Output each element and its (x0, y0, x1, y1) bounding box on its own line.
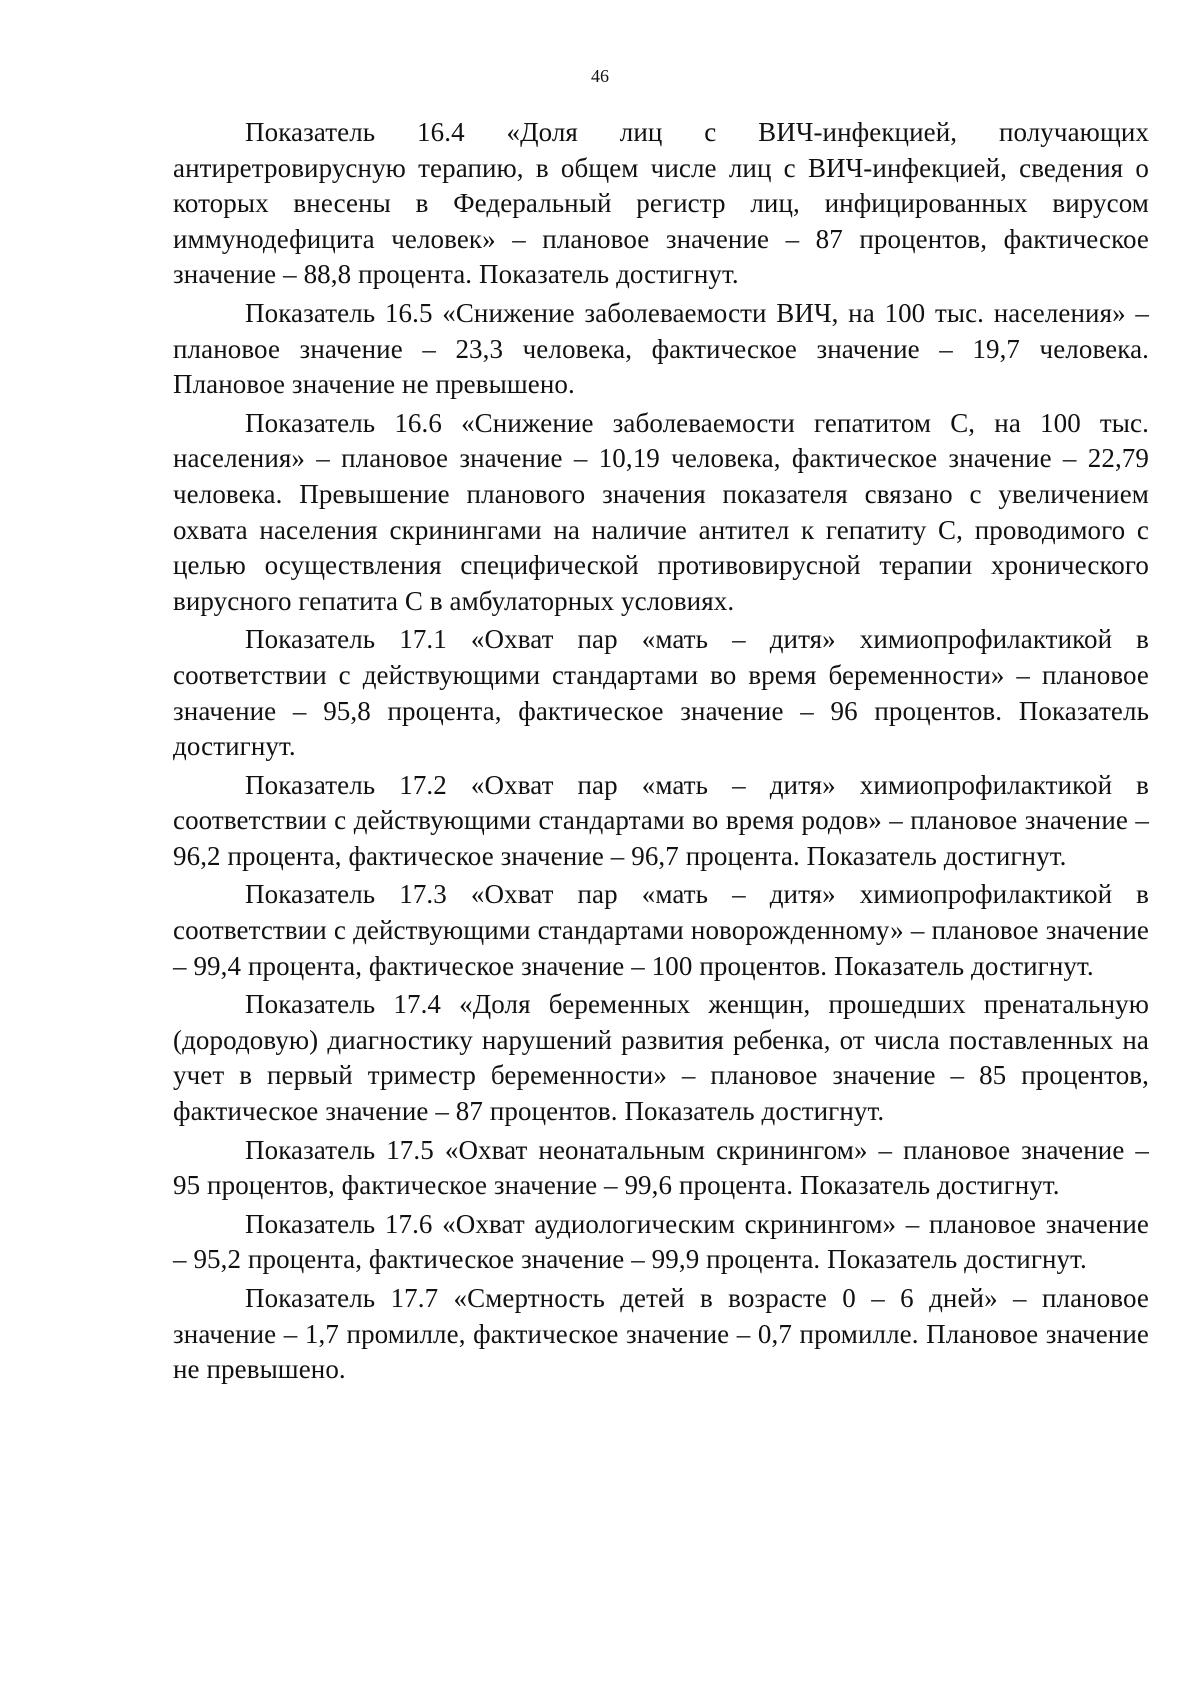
paragraph-indicator-17-6: Показатель 17.6 «Охват аудиологическим скринингом» – плановое значение – 95,2 процента, фактическое значение – 99,9 процента. Показатель достигнут. (173, 1208, 1149, 1275)
paragraph-indicator-17-4: Показатель 17.4 «Доля беременных женщин, прошедших пренатальную (дородовую) диагностику нарушений развития ребенка, от числа поставленных на учет в первый триместр беременности» – плановое значение – 85 процентов, фактическое значение – 87 процентов. Показатель достигнут. (173, 989, 1149, 1127)
paragraph-indicator-16-4: Показатель 16.4 «Доля лиц с ВИЧ-инфекцией, получающих антиретровирусную терапию, в общем числе лиц с ВИЧ-инфекцией, сведения о которых внесены в Федеральный регистр лиц, инфицированных вирусом иммунодефицита человек» – плановое значение – 87 процентов, фактическое значение – 88,8 процента. Показатель достигнут. (173, 117, 1149, 290)
paragraph-indicator-17-5: Показатель 17.5 «Охват неонатальным скринингом» – плановое значение – 95 процентов, фактическое значение – 99,6 процента. Показатель достигнут. (173, 1134, 1149, 1201)
page-number: 46 (591, 66, 609, 86)
paragraph-indicator-17-2: Показатель 17.2 «Охват пар «мать – дитя» химиопрофилактикой в соответствии с действующими стандартами во время родов» – плановое значение – 96,2 процента, фактическое значение – 96,7 процента. Показатель достигнут. (173, 769, 1149, 871)
paragraph-indicator-17-7: Показатель 17.7 «Смертность детей в возрасте 0 – 6 дней» – плановое значение – 1,7 промилле, фактическое значение – 0,7 промилле. Плановое значение не превышено. (173, 1283, 1149, 1385)
paragraph-indicator-16-5: Показатель 16.5 «Снижение заболеваемости ВИЧ, на 100 тыс. населения» – плановое значение – 23,3 человека, фактическое значение – 19,7 человека. Плановое значение не превышено. (173, 297, 1149, 400)
paragraph-indicator-17-3: Показатель 17.3 «Охват пар «мать – дитя» химиопрофилактикой в соответствии с действующими стандартами новорожденному» – плановое значение – 99,4 процента, фактическое значение – 100 процентов. Показатель достигнут. (173, 879, 1149, 981)
document-body (173, 115, 1149, 1391)
paragraph-indicator-16-6: Показатель 16.6 «Снижение заболеваемости гепатитом С, на 100 тыс. населения» – плановое значение – 10,19 человека, фактическое значение – 22,79 человека. Превышение планового значения показателя связано с увеличением охвата населения скринингами на наличие антител к гепатиту С, проводимого с целью осуществления специфической противовирусной терапии хронического вирусного гепатита С в амбулаторных условиях. (173, 407, 1149, 616)
paragraph-indicator-17-1: Показатель 17.1 «Охват пар «мать – дитя» химиопрофилактикой в соответствии с действующими стандартами во время беременности» – плановое значение – 95,8 процента, фактическое значение – 96 процентов. Показатель достигнут. (173, 624, 1149, 762)
